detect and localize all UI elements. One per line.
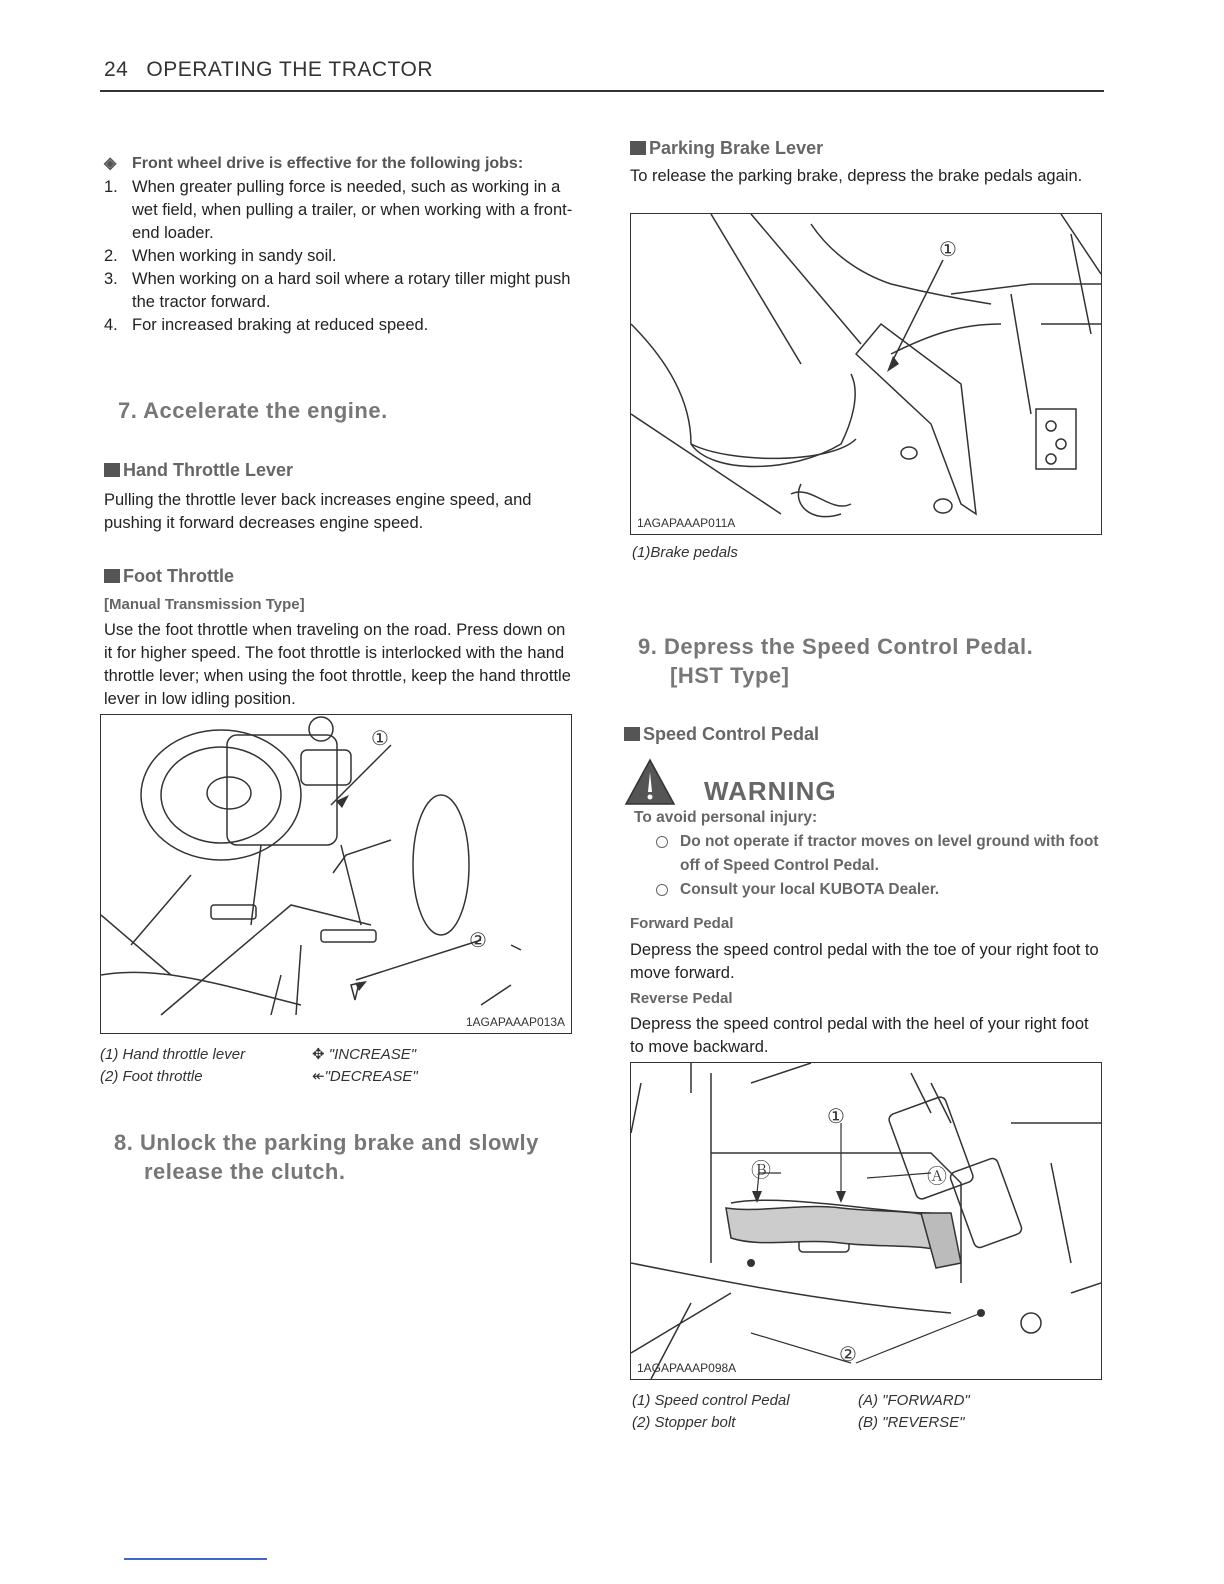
- hand-throttle-text: Pulling the throttle lever back increases engine speed, and pushing it forward decreases engine speed.: [104, 491, 532, 532]
- caption-item: (1) Speed control Pedal: [632, 1392, 790, 1409]
- page-number: 24: [104, 58, 129, 81]
- warning-triangle-icon: [624, 758, 688, 806]
- forward-pedal-text: Depress the speed control pedal with the toe of your right foot to move forward.: [630, 941, 1099, 982]
- increase-icon: ✥: [312, 1046, 325, 1063]
- callout-2: ②: [469, 928, 487, 952]
- hand-throttle-heading: Hand Throttle Lever: [104, 460, 293, 481]
- foot-throttle-subtitle: [Manual Transmission Type]: [104, 596, 305, 613]
- throttle-caption-left: [100, 1044, 280, 1088]
- speed-pedal-caption-right: [858, 1390, 1058, 1434]
- figure-code: 1AGAPAAAP013A: [465, 1015, 565, 1029]
- brake-figure: [630, 213, 1102, 535]
- callout-1: ①: [827, 1104, 845, 1128]
- parking-brake-heading: Parking Brake Lever: [630, 138, 823, 159]
- warning-title: WARNING: [704, 776, 837, 806]
- step-9-heading: 9. Depress the Speed Control Pedal. [HST Type]: [638, 634, 1034, 688]
- step-7-heading: 7. Accelerate the engine.: [118, 398, 388, 423]
- page-header: [104, 58, 433, 82]
- reverse-pedal-heading: Reverse Pedal: [630, 990, 733, 1007]
- callout-b: Ⓑ: [751, 1158, 771, 1182]
- bullet-icon: [656, 884, 668, 896]
- speed-pedal-illustration: [631, 1063, 1101, 1379]
- list-item: 3. When working on a hard soil where a rotary tiller might push the tractor forward.: [104, 270, 571, 311]
- list-item: 4. For increased braking at reduced speed.: [104, 316, 429, 334]
- forward-pedal-heading: Forward Pedal: [630, 915, 734, 932]
- caption-item: (1) Hand throttle lever: [100, 1046, 246, 1063]
- parking-brake-text: To release the parking brake, depress the brake pedals again.: [630, 167, 1083, 185]
- throttle-caption-right: [312, 1044, 512, 1088]
- speed-pedal-caption-left: [632, 1390, 832, 1434]
- caption-item: (2) Foot throttle: [100, 1068, 203, 1085]
- list-item: 1. When greater pulling force is needed, such as working in a wet field, when pulling a trailer, or when working with a front-end loader.: [104, 178, 573, 242]
- callout-a: Ⓐ: [927, 1164, 947, 1188]
- callout-1: ①: [371, 726, 389, 750]
- brake-caption: (1)Brake pedals: [632, 544, 738, 561]
- callout-2: ②: [839, 1342, 857, 1366]
- brake-illustration: [631, 214, 1101, 534]
- section-marker-icon: [624, 727, 640, 741]
- footer-link-line: [124, 1558, 267, 1560]
- header-rule: [100, 90, 1104, 92]
- reverse-pedal-text: Depress the speed control pedal with the heel of your right foot to move backward.: [630, 1015, 1089, 1056]
- list-item: 2. When working in sandy soil.: [104, 247, 337, 265]
- figure-code: 1AGAPAAAP011A: [637, 516, 736, 530]
- throttle-figure: [100, 714, 572, 1034]
- fwd-block: [104, 152, 576, 337]
- throttle-illustration: [101, 715, 571, 1033]
- caption-item: ✥ "INCREASE": [312, 1046, 417, 1063]
- warning-intro: To avoid personal injury:: [634, 809, 818, 826]
- foot-throttle-text: Use the foot throttle when traveling on the road. Press down on it for higher speed. The foot throttle is interlocked with the hand throttle lever; when using the foot throttle, keep the hand throttle lever in low idling position.: [104, 621, 571, 708]
- section-marker-icon: [630, 141, 646, 155]
- speed-control-heading: Speed Control Pedal: [624, 724, 819, 745]
- bullet-icon: [656, 836, 668, 848]
- section-title: OPERATING THE TRACTOR: [146, 58, 434, 81]
- caption-item: (B) "REVERSE": [858, 1414, 965, 1431]
- caption-item: (2) Stopper bolt: [632, 1414, 736, 1431]
- step-8-heading: 8. Unlock the parking brake and slowly release the clutch.: [114, 1130, 539, 1184]
- section-marker-icon: [104, 569, 120, 583]
- warning-item: Consult your local KUBOTA Dealer.: [624, 878, 1104, 902]
- caption-item: (A) "FORWARD": [858, 1392, 970, 1409]
- speed-pedal-figure: [630, 1062, 1102, 1380]
- warning-box: [624, 758, 1104, 902]
- foot-throttle-heading: Foot Throttle: [104, 566, 234, 587]
- caption-item: ↞"DECREASE": [312, 1068, 418, 1085]
- diamond-bullet-icon: ◈: [104, 155, 117, 172]
- decrease-icon: ↞: [312, 1068, 325, 1085]
- fwd-intro: ◈ Front wheel drive is effective for the following jobs:: [104, 152, 576, 176]
- warning-item: Do not operate if tractor moves on level ground with foot off of Speed Control Pedal.: [624, 830, 1104, 878]
- section-marker-icon: [104, 463, 120, 477]
- figure-code: 1AGAPAAAP098A: [637, 1361, 737, 1375]
- callout-1: ①: [939, 237, 957, 261]
- fwd-list: [104, 176, 576, 337]
